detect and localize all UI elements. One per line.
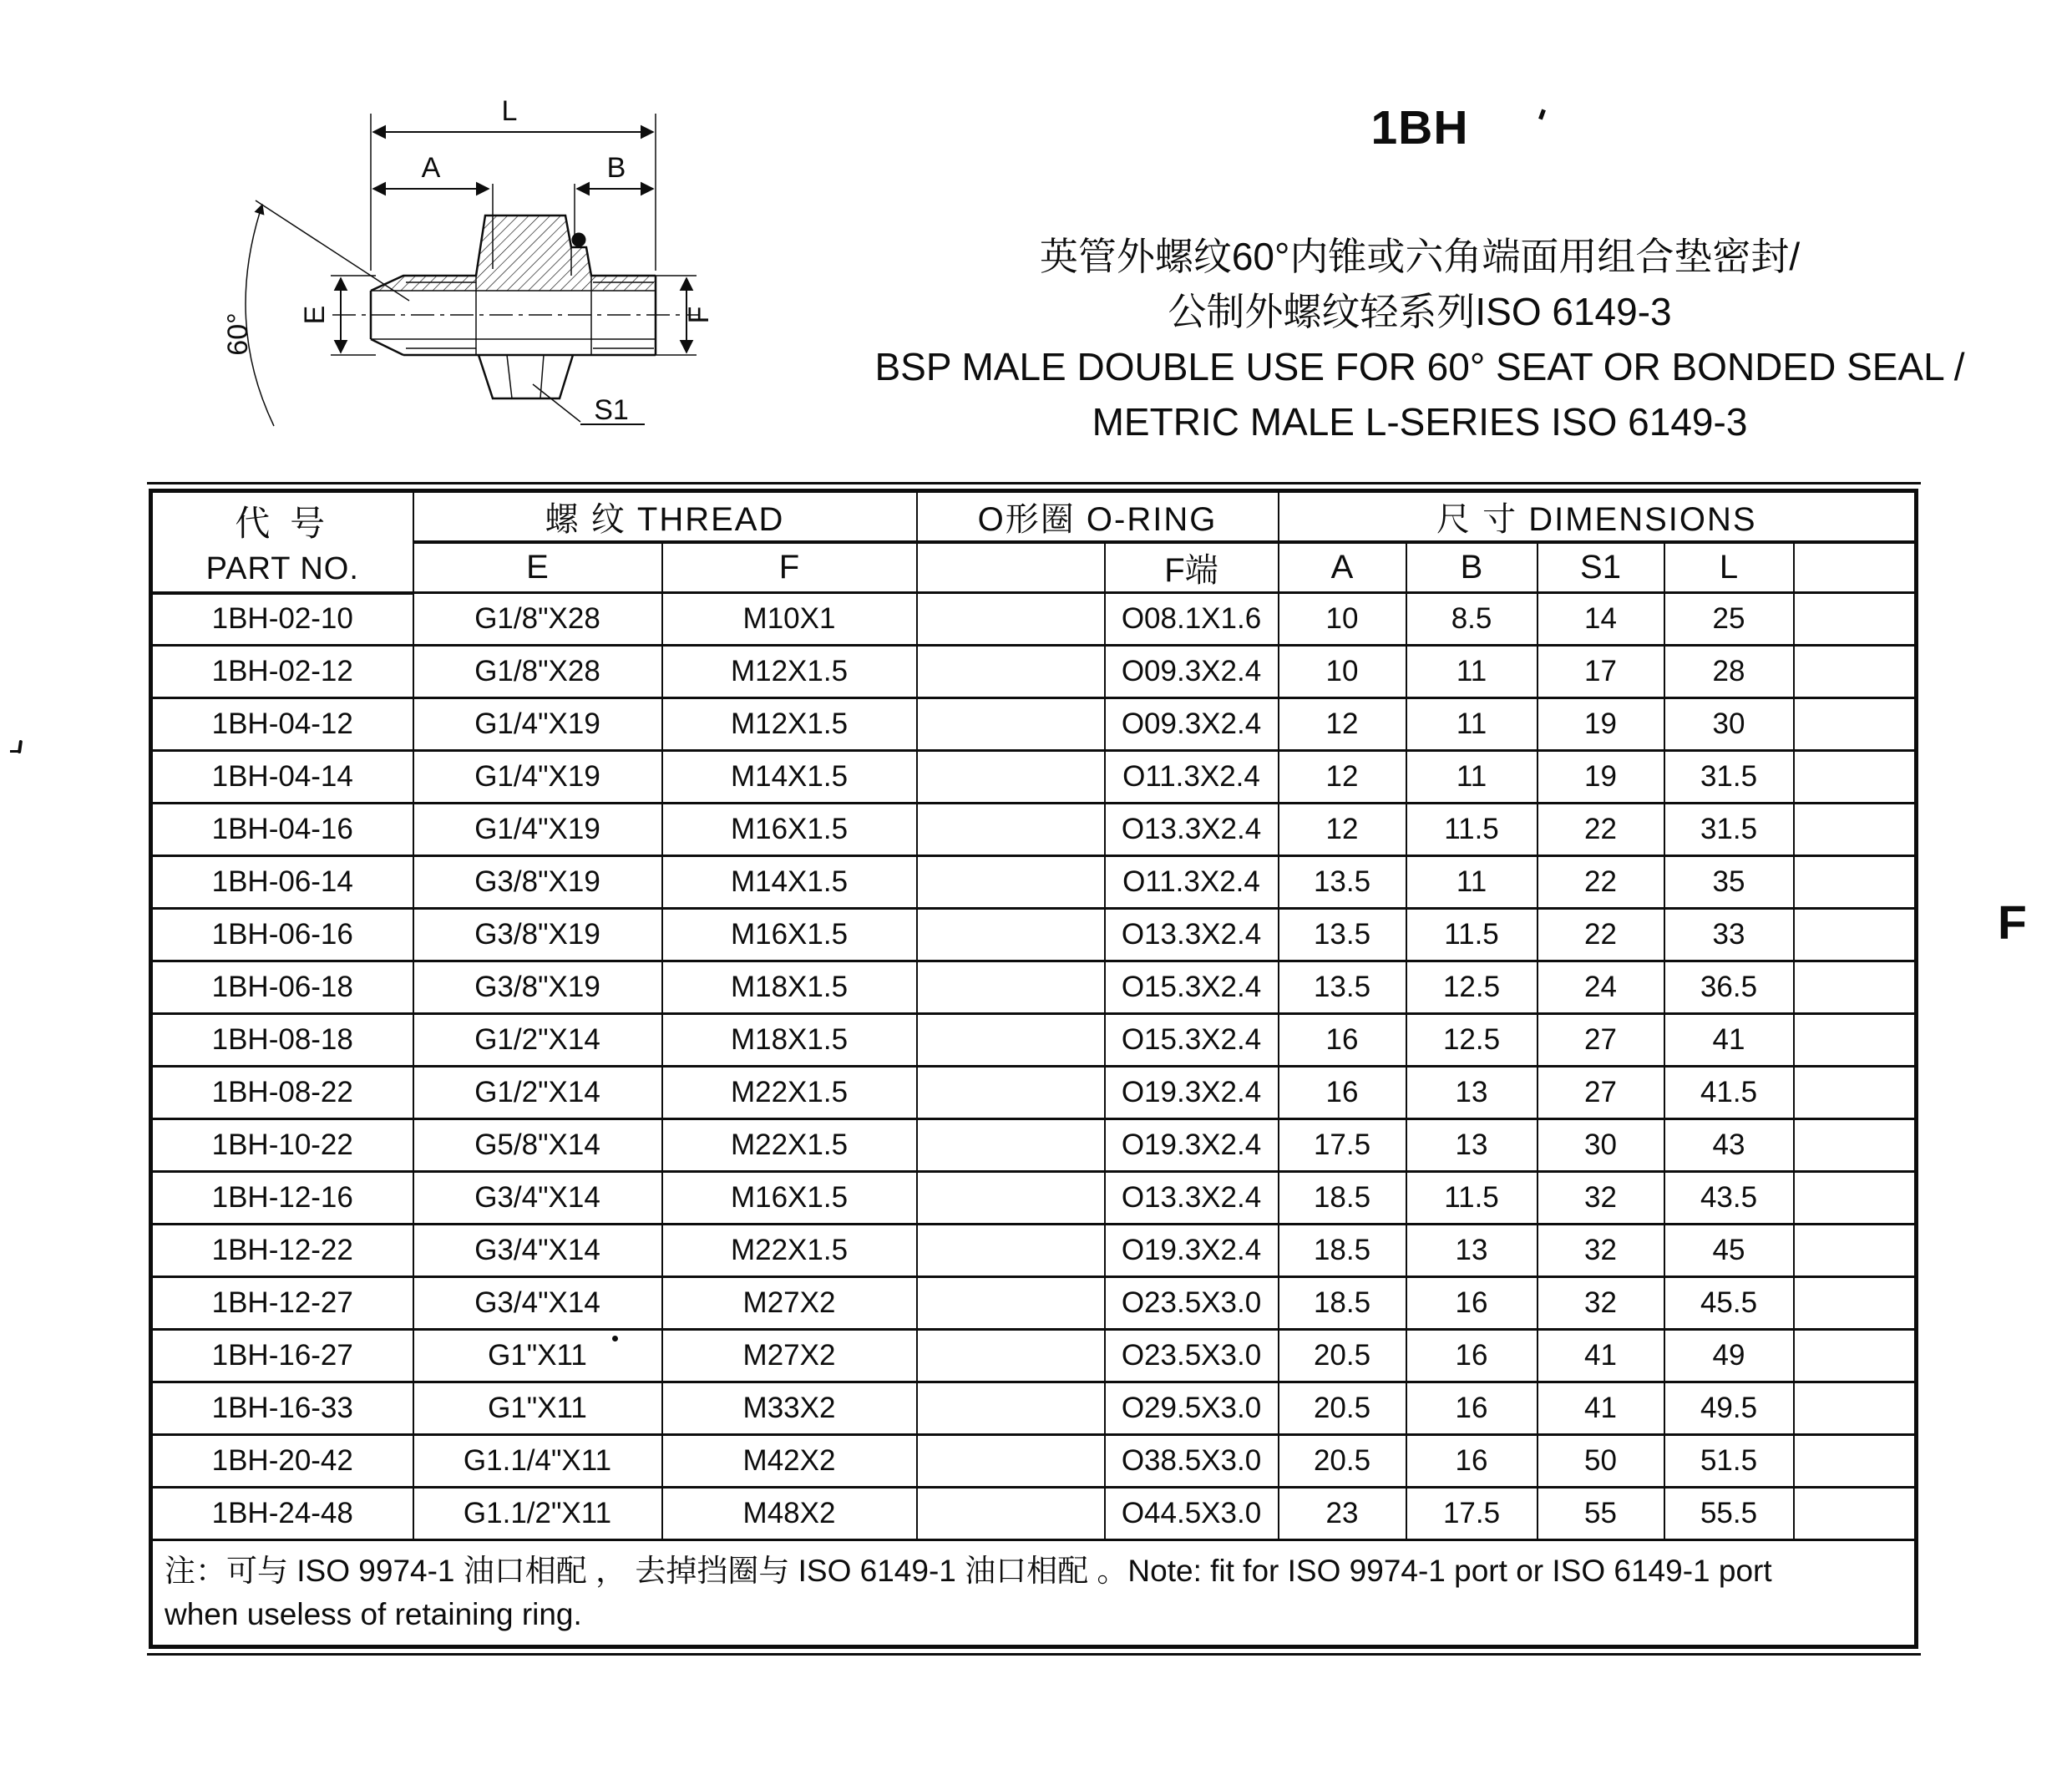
col-header-oring-blank <box>917 542 1105 593</box>
dim-a-cell: 18.5 <box>1279 1225 1406 1277</box>
thread-e-cell: G1/2"X14 <box>413 1067 662 1119</box>
dim-l-cell: 55.5 <box>1664 1488 1794 1540</box>
thread-e-cell: G3/8"X19 <box>413 856 662 909</box>
trailing-spacer-cell <box>1794 1067 1917 1119</box>
oring-size-cell: O13.3X2.4 <box>1105 909 1279 961</box>
thread-f-cell: M18X1.5 <box>662 1014 917 1067</box>
dim-label-f: F <box>683 306 715 324</box>
col-header-a: A <box>1279 542 1406 593</box>
part-no-cell: 1BH-06-18 <box>151 961 413 1014</box>
dim-s1-cell: 19 <box>1538 751 1664 804</box>
trailing-spacer-cell <box>1794 1277 1917 1330</box>
part-no-cell: 1BH-12-27 <box>151 1277 413 1330</box>
dimensions-group-header: 尺 寸 DIMENSIONS <box>1279 491 1917 543</box>
col-header-e: E <box>413 542 662 593</box>
thread-f-cell: M27X2 <box>662 1277 917 1330</box>
table-row <box>151 698 1917 751</box>
dim-l-cell: 36.5 <box>1664 961 1794 1014</box>
oring-size-cell: O08.1X1.6 <box>1105 593 1279 646</box>
trailing-spacer-cell <box>1794 909 1917 961</box>
dim-s1-cell: 41 <box>1538 1382 1664 1435</box>
thread-e-cell: G1.1/4"X11 <box>413 1435 662 1488</box>
hex-nut <box>479 355 573 398</box>
dim-b-cell: 13 <box>1406 1067 1538 1119</box>
col-header-f-end: F端 <box>1105 542 1279 593</box>
thread-e-cell: G1.1/2"X11 <box>413 1488 662 1540</box>
dim-b-cell: 16 <box>1406 1330 1538 1382</box>
part-no-cell: 1BH-10-22 <box>151 1119 413 1172</box>
dim-label-l: L <box>501 95 518 127</box>
thread-e-cell: G3/8"X19 <box>413 909 662 961</box>
oring-size-cell: O19.3X2.4 <box>1105 1119 1279 1172</box>
thread-f-cell: M48X2 <box>662 1488 917 1540</box>
scan-artifact <box>10 750 18 753</box>
table-row <box>151 856 1917 909</box>
thread-f-cell: M18X1.5 <box>662 961 917 1014</box>
trailing-spacer-cell <box>1794 1435 1917 1488</box>
oring-size-cell: O13.3X2.4 <box>1105 804 1279 856</box>
table-subheader-row <box>151 542 1917 593</box>
dim-a-cell: 18.5 <box>1279 1277 1406 1330</box>
thread-f-cell: M22X1.5 <box>662 1067 917 1119</box>
oring-spacer-cell <box>917 804 1105 856</box>
oring-spacer-cell <box>917 909 1105 961</box>
dim-l-cell: 45 <box>1664 1225 1794 1277</box>
dim-b-cell: 12.5 <box>1406 961 1538 1014</box>
thread-e-cell: G3/4"X14 <box>413 1225 662 1277</box>
table-row <box>151 1172 1917 1225</box>
dim-a-cell: 20.5 <box>1279 1330 1406 1382</box>
part-no-cell: 1BH-02-10 <box>151 593 413 646</box>
thread-f-cell: M10X1 <box>662 593 917 646</box>
thread-f-cell: M16X1.5 <box>662 1172 917 1225</box>
thread-group-header: 螺 纹 THREAD <box>413 491 917 543</box>
oring-spacer-cell <box>917 1435 1105 1488</box>
trailing-spacer-cell <box>1794 1119 1917 1172</box>
dim-b-cell: 17.5 <box>1406 1488 1538 1540</box>
oring-spacer-cell <box>917 961 1105 1014</box>
oring-spacer-cell <box>917 856 1105 909</box>
thread-e-cell: G1/4"X19 <box>413 698 662 751</box>
part-no-cell: 1BH-02-12 <box>151 646 413 698</box>
oring-size-cell: O38.5X3.0 <box>1105 1435 1279 1488</box>
table-row <box>151 646 1917 698</box>
part-no-cell: 1BH-16-33 <box>151 1382 413 1435</box>
note-row <box>151 1540 1917 1647</box>
part-no-cell: 1BH-06-16 <box>151 909 413 961</box>
oring-spacer-cell <box>917 593 1105 646</box>
thread-f-cell: M16X1.5 <box>662 804 917 856</box>
table-group-header-row <box>151 491 1917 543</box>
table-row <box>151 1277 1917 1330</box>
description-line-cn-2: 公制外螺纹轻系列ISO 6149-3 <box>1168 290 1672 333</box>
oring-size-cell: O11.3X2.4 <box>1105 856 1279 909</box>
dim-l-cell: 51.5 <box>1664 1435 1794 1488</box>
angle-label: 60° <box>222 312 254 356</box>
table-row <box>151 1488 1917 1540</box>
dim-l-cell: 43.5 <box>1664 1172 1794 1225</box>
table-row <box>151 1119 1917 1172</box>
fitting-section-drawing <box>200 33 785 451</box>
oring-size-cell: O23.5X3.0 <box>1105 1277 1279 1330</box>
spec-table <box>149 489 1918 1649</box>
technical-drawing <box>200 33 785 451</box>
table-row <box>151 593 1917 646</box>
dim-b-cell: 16 <box>1406 1277 1538 1330</box>
dim-s1-cell: 14 <box>1538 593 1664 646</box>
part-no-cell: 1BH-06-14 <box>151 856 413 909</box>
oring-spacer-cell <box>917 1119 1105 1172</box>
part-no-cell: 1BH-08-18 <box>151 1014 413 1067</box>
dim-b-cell: 11 <box>1406 646 1538 698</box>
part-no-header-en: PART NO. <box>205 551 359 587</box>
dim-b-cell: 11 <box>1406 698 1538 751</box>
oring-size-cell: O13.3X2.4 <box>1105 1172 1279 1225</box>
thread-e-cell: G1/4"X19 <box>413 751 662 804</box>
part-no-cell: 1BH-24-48 <box>151 1488 413 1540</box>
col-header-trailing-blank <box>1794 542 1917 593</box>
dim-a-cell: 23 <box>1279 1488 1406 1540</box>
page-title: 1BH <box>1370 101 1469 155</box>
note-line-2: when useless of retaining ring. <box>165 1597 582 1631</box>
dim-label-a: A <box>421 152 441 184</box>
dim-b-cell: 16 <box>1406 1382 1538 1435</box>
oring-size-cell: O19.3X2.4 <box>1105 1067 1279 1119</box>
dim-s1-cell: 27 <box>1538 1014 1664 1067</box>
oring-spacer-cell <box>917 1382 1105 1435</box>
oring-spacer-cell <box>917 1225 1105 1277</box>
oring-spacer-cell <box>917 1488 1105 1540</box>
thread-f-cell: M12X1.5 <box>662 646 917 698</box>
table-row <box>151 1435 1917 1488</box>
oring-size-cell: O44.5X3.0 <box>1105 1488 1279 1540</box>
dim-a-cell: 20.5 <box>1279 1435 1406 1488</box>
thread-e-cell: G1/8"X28 <box>413 593 662 646</box>
dim-l-cell: 35 <box>1664 856 1794 909</box>
col-header-s1: S1 <box>1538 542 1664 593</box>
dim-b-cell: 13 <box>1406 1225 1538 1277</box>
dim-s1-cell: 41 <box>1538 1330 1664 1382</box>
dim-s1-cell: 55 <box>1538 1488 1664 1540</box>
dim-a-cell: 18.5 <box>1279 1172 1406 1225</box>
table-row <box>151 804 1917 856</box>
thread-f-cell: M14X1.5 <box>662 856 917 909</box>
trailing-spacer-cell <box>1794 1225 1917 1277</box>
note-line-1: 注：可与 ISO 9974-1 油口相配 ， 去掉挡圈与 ISO 6149-1 油口相配 。Note: fit for ISO 9974-1 port or ISO 6149-1 port <box>165 1554 1772 1588</box>
thread-f-cell: M16X1.5 <box>662 909 917 961</box>
trailing-spacer-cell <box>1794 1330 1917 1382</box>
trailing-spacer-cell <box>1794 961 1917 1014</box>
dim-l-cell: 28 <box>1664 646 1794 698</box>
thread-f-cell: M27X2 <box>662 1330 917 1382</box>
dim-s1-cell: 22 <box>1538 804 1664 856</box>
oring-spacer-cell <box>917 1014 1105 1067</box>
dim-b-cell: 8.5 <box>1406 593 1538 646</box>
oring-dot <box>572 233 586 247</box>
dim-b-cell: 11.5 <box>1406 909 1538 961</box>
dim-label-e: E <box>299 305 331 325</box>
oring-spacer-cell <box>917 698 1105 751</box>
oring-group-header: O形圈 O-RING <box>917 491 1279 543</box>
oring-spacer-cell <box>917 751 1105 804</box>
dim-l-cell: 43 <box>1664 1119 1794 1172</box>
dim-a-cell: 10 <box>1279 646 1406 698</box>
section-marker: F <box>1998 896 2027 950</box>
thread-f-cell: M22X1.5 <box>662 1225 917 1277</box>
dim-l-cell: 31.5 <box>1664 751 1794 804</box>
part-no-cell: 1BH-04-12 <box>151 698 413 751</box>
oring-spacer-cell <box>917 1330 1105 1382</box>
part-no-cell: 1BH-12-22 <box>151 1225 413 1277</box>
description-line-cn-1: 英管外螺纹60°内锥或六角端面用组合垫密封/ <box>1039 235 1801 278</box>
oring-size-cell: O23.5X3.0 <box>1105 1330 1279 1382</box>
thread-e-cell: G1/8"X28 <box>413 646 662 698</box>
thread-e-cell: G3/4"X14 <box>413 1277 662 1330</box>
dim-s1-cell: 17 <box>1538 646 1664 698</box>
dim-s1-cell: 32 <box>1538 1225 1664 1277</box>
dim-a-cell: 13.5 <box>1279 961 1406 1014</box>
thread-e-cell: G5/8"X14 <box>413 1119 662 1172</box>
table-row <box>151 751 1917 804</box>
trailing-spacer-cell <box>1794 1014 1917 1067</box>
table-row <box>151 1225 1917 1277</box>
dim-s1-cell: 50 <box>1538 1435 1664 1488</box>
oring-size-cell: O09.3X2.4 <box>1105 646 1279 698</box>
thread-f-cell: M42X2 <box>662 1435 917 1488</box>
oring-size-cell: O11.3X2.4 <box>1105 751 1279 804</box>
table-row <box>151 1382 1917 1435</box>
dim-b-cell: 12.5 <box>1406 1014 1538 1067</box>
dim-l-cell: 49 <box>1664 1330 1794 1382</box>
thread-f-cell: M12X1.5 <box>662 698 917 751</box>
oring-spacer-cell <box>917 646 1105 698</box>
part-no-header-cn: 代 号 <box>235 504 331 544</box>
scan-artifact <box>612 1336 618 1341</box>
trailing-spacer-cell <box>1794 856 1917 909</box>
product-description <box>852 229 1988 449</box>
table-row <box>151 909 1917 961</box>
dim-a-cell: 17.5 <box>1279 1119 1406 1172</box>
thread-e-cell: G1"X11 <box>413 1382 662 1435</box>
thread-e-cell: G3/8"X19 <box>413 961 662 1014</box>
dim-s1-cell: 32 <box>1538 1172 1664 1225</box>
dim-l-cell: 41 <box>1664 1014 1794 1067</box>
dim-a-cell: 13.5 <box>1279 856 1406 909</box>
dim-s1-cell: 30 <box>1538 1119 1664 1172</box>
dim-s1-cell: 27 <box>1538 1067 1664 1119</box>
dim-l-cell: 30 <box>1664 698 1794 751</box>
oring-spacer-cell <box>917 1277 1105 1330</box>
dim-b-cell: 11 <box>1406 751 1538 804</box>
dim-b-cell: 13 <box>1406 1119 1538 1172</box>
oring-size-cell: O09.3X2.4 <box>1105 698 1279 751</box>
thread-e-cell: G1/2"X14 <box>413 1014 662 1067</box>
trailing-spacer-cell <box>1794 1488 1917 1540</box>
oring-size-cell: O29.5X3.0 <box>1105 1382 1279 1435</box>
dim-l-cell: 41.5 <box>1664 1067 1794 1119</box>
dim-l-cell: 33 <box>1664 909 1794 961</box>
trailing-spacer-cell <box>1794 1382 1917 1435</box>
dim-l-cell: 31.5 <box>1664 804 1794 856</box>
dim-a-cell: 12 <box>1279 751 1406 804</box>
oring-spacer-cell <box>917 1067 1105 1119</box>
dim-a-cell: 16 <box>1279 1014 1406 1067</box>
dim-a-cell: 12 <box>1279 804 1406 856</box>
oring-size-cell: O19.3X2.4 <box>1105 1225 1279 1277</box>
description-line-en-1: BSP MALE DOUBLE USE FOR 60° SEAT OR BONDED SEAL / <box>874 345 1965 388</box>
trailing-spacer-cell <box>1794 1172 1917 1225</box>
trailing-spacer-cell <box>1794 593 1917 646</box>
oring-spacer-cell <box>917 1172 1105 1225</box>
dim-l-cell: 25 <box>1664 593 1794 646</box>
description-line-en-2: METRIC MALE L-SERIES ISO 6149-3 <box>1092 400 1748 444</box>
dim-b-cell: 11.5 <box>1406 804 1538 856</box>
thread-f-cell: M33X2 <box>662 1382 917 1435</box>
thread-f-cell: M14X1.5 <box>662 751 917 804</box>
dim-a-cell: 13.5 <box>1279 909 1406 961</box>
trailing-spacer-cell <box>1794 751 1917 804</box>
oring-size-cell: O15.3X2.4 <box>1105 1014 1279 1067</box>
part-no-cell: 1BH-16-27 <box>151 1330 413 1382</box>
thread-f-cell: M22X1.5 <box>662 1119 917 1172</box>
dim-a-cell: 20.5 <box>1279 1382 1406 1435</box>
dim-a-cell: 16 <box>1279 1067 1406 1119</box>
dim-b-cell: 16 <box>1406 1435 1538 1488</box>
table-row <box>151 1014 1917 1067</box>
dim-label-b: B <box>606 152 626 184</box>
dim-a-cell: 12 <box>1279 698 1406 751</box>
part-no-header <box>151 491 413 593</box>
part-no-cell: 1BH-20-42 <box>151 1435 413 1488</box>
dim-s1-cell: 24 <box>1538 961 1664 1014</box>
thread-e-cell: G3/4"X14 <box>413 1172 662 1225</box>
part-no-cell: 1BH-04-16 <box>151 804 413 856</box>
trailing-spacer-cell <box>1794 698 1917 751</box>
trailing-spacer-cell <box>1794 804 1917 856</box>
col-header-f: F <box>662 542 917 593</box>
table-row <box>151 961 1917 1014</box>
oring-size-cell: O15.3X2.4 <box>1105 961 1279 1014</box>
table-row <box>151 1330 1917 1382</box>
dim-s1-cell: 22 <box>1538 856 1664 909</box>
table-row <box>151 1067 1917 1119</box>
dim-a-cell: 10 <box>1279 593 1406 646</box>
dim-s1-cell: 32 <box>1538 1277 1664 1330</box>
dim-b-cell: 11.5 <box>1406 1172 1538 1225</box>
dim-label-s1: S1 <box>594 394 629 426</box>
dim-l-cell: 45.5 <box>1664 1277 1794 1330</box>
part-no-cell: 1BH-08-22 <box>151 1067 413 1119</box>
table-note <box>151 1540 1917 1647</box>
part-no-cell: 1BH-04-14 <box>151 751 413 804</box>
spec-table-wrap <box>149 489 1919 1649</box>
trailing-spacer-cell <box>1794 646 1917 698</box>
dim-l-cell: 49.5 <box>1664 1382 1794 1435</box>
thread-e-cell: G1"X11 <box>413 1330 662 1382</box>
col-header-l: L <box>1664 542 1794 593</box>
dim-s1-cell: 22 <box>1538 909 1664 961</box>
part-no-cell: 1BH-12-16 <box>151 1172 413 1225</box>
dim-b-cell: 11 <box>1406 856 1538 909</box>
thread-e-cell: G1/4"X19 <box>413 804 662 856</box>
col-header-b: B <box>1406 542 1538 593</box>
dim-s1-cell: 19 <box>1538 698 1664 751</box>
